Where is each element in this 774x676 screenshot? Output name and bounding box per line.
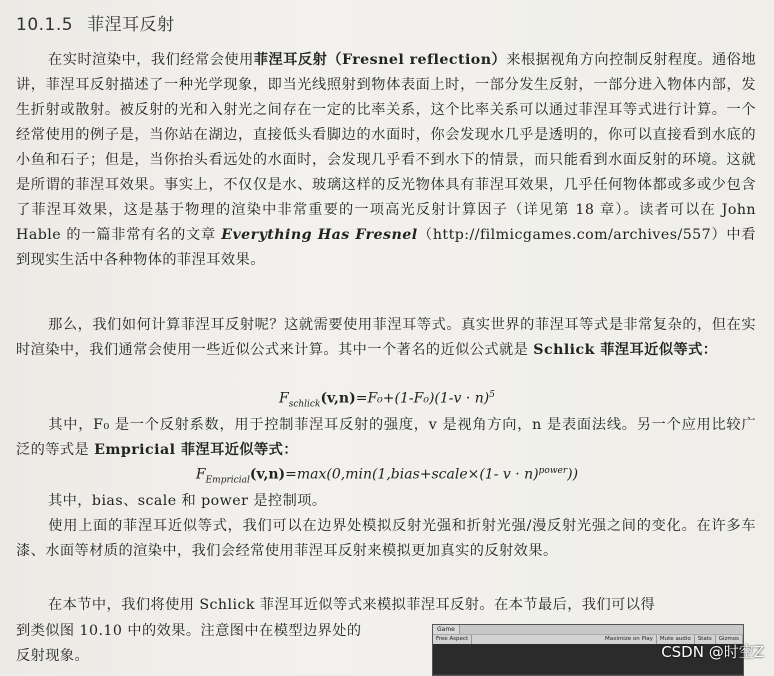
paragraph-3	[16, 413, 756, 463]
paragraph-4: 其中，bias、scale 和 power 是控制项。	[48, 493, 327, 509]
paragraph-6-line2: 到类似图 10.10 中的效果。注意图中在模型边界处的	[16, 623, 362, 639]
p2-text-a: 那么，我们如何计算菲涅耳反射呢？这就需要使用菲涅耳等式。真实世界的菲涅耳等式是非常复杂的，但在实时渲染中，我们通常会使用一些近似公式来计算。其中一个著名的近似公式就是	[16, 317, 756, 358]
paragraph-6-line3: 反射现象。	[16, 648, 90, 664]
stats-button: Stats	[695, 635, 716, 644]
empricial-formula: $F_{Empricial}(v,n)=\max(0,\min(1,bias+scale\times(1-$ v · n)$^{power}$))	[195, 466, 579, 486]
aspect-dropdown: Free Aspect	[433, 635, 472, 644]
section-number: 10.1.5	[16, 15, 74, 35]
p1-text-a: 在实时渲染中，我们经常会使用	[48, 52, 254, 68]
p1-term-fresnel: 菲涅耳反射（Fresnel reflection）	[253, 52, 507, 68]
paragraph-2	[16, 313, 756, 363]
p3-text-a: 其中，F₀ 是一个反射系数，用于控制菲涅耳反射的强度，v 是视角方向，n 是表面法线。另一个应用比较广泛的等式是	[16, 417, 756, 458]
section-heading	[16, 10, 175, 35]
maximize-on-play-button: Maximize on Play	[602, 635, 657, 644]
csdn-watermark: CSDN @时空Z	[661, 643, 764, 661]
game-tab: Game	[433, 625, 460, 634]
p3-term-empricial: Empricial 菲涅耳近似等式：	[94, 442, 298, 458]
p2-term-schlick: Schlick 菲涅耳近似等式：	[533, 342, 718, 358]
mute-audio-button: Mute audio	[657, 635, 695, 644]
schlick-formula: $F_{schlick}(v,n)=F_0+(1-F_0)(1-v \cdot n)^5$	[279, 390, 495, 410]
p1-article-title: Everything Has Fresnel	[221, 227, 418, 243]
paragraph-5: 使用上面的菲涅耳近似等式，我们可以在边界处模拟反射光强和折射光强/漫反射光强之间的变化。在许多车漆、水面等材质的渲染中，我们会经常使用菲涅耳反射来模拟更加真实的反射效果。	[16, 518, 756, 559]
game-tab-bar	[433, 625, 743, 634]
section-title: 菲涅耳反射	[87, 15, 175, 35]
paragraph-6-line1: 在本节中，我们将使用 Schlick 菲涅耳近似等式来模拟菲涅耳反射。在本节最后，我们可以得	[48, 597, 656, 613]
p1-text-c: 来根据视角方向控制反射程度。通俗地讲，菲涅耳反射描述了一种光学现象，即当光线照射到物体表面上时，一部分发生反射，一部分进入物体内部，发生折射或散射。被反射的光和入射光之间存在一定的比率关系，这个比率关系可以通过菲涅耳等式进行计算。一个经常使用的例子是，当你站在湖边，直接低头看脚边的水面时，你会发现水几乎是透明的，你可以直接看到水底的小鱼和石子；但是，当你抬头看远处的水面时，会发现几乎看不到水下的情景，而只能看到水面反射的环境。这就是所谓的菲涅耳效果。事实上，不仅仅是水、玻璃这样的反光物体具有菲涅耳效果，几乎任何物体都或多或少包含了菲涅耳效果，这是基于物理的渲染中非常重要的一项高光反射计算因子（详见第 18 章）。读者可以在 John Hable 的一篇非常有名的文章	[16, 52, 757, 243]
p1-text-e: （http://filmicgames.com/archives/557）中看到现实生活中各种物体的菲涅耳效果。	[16, 227, 756, 268]
gizmos-button: Gizmos	[716, 635, 743, 644]
paragraph-1	[16, 48, 756, 273]
